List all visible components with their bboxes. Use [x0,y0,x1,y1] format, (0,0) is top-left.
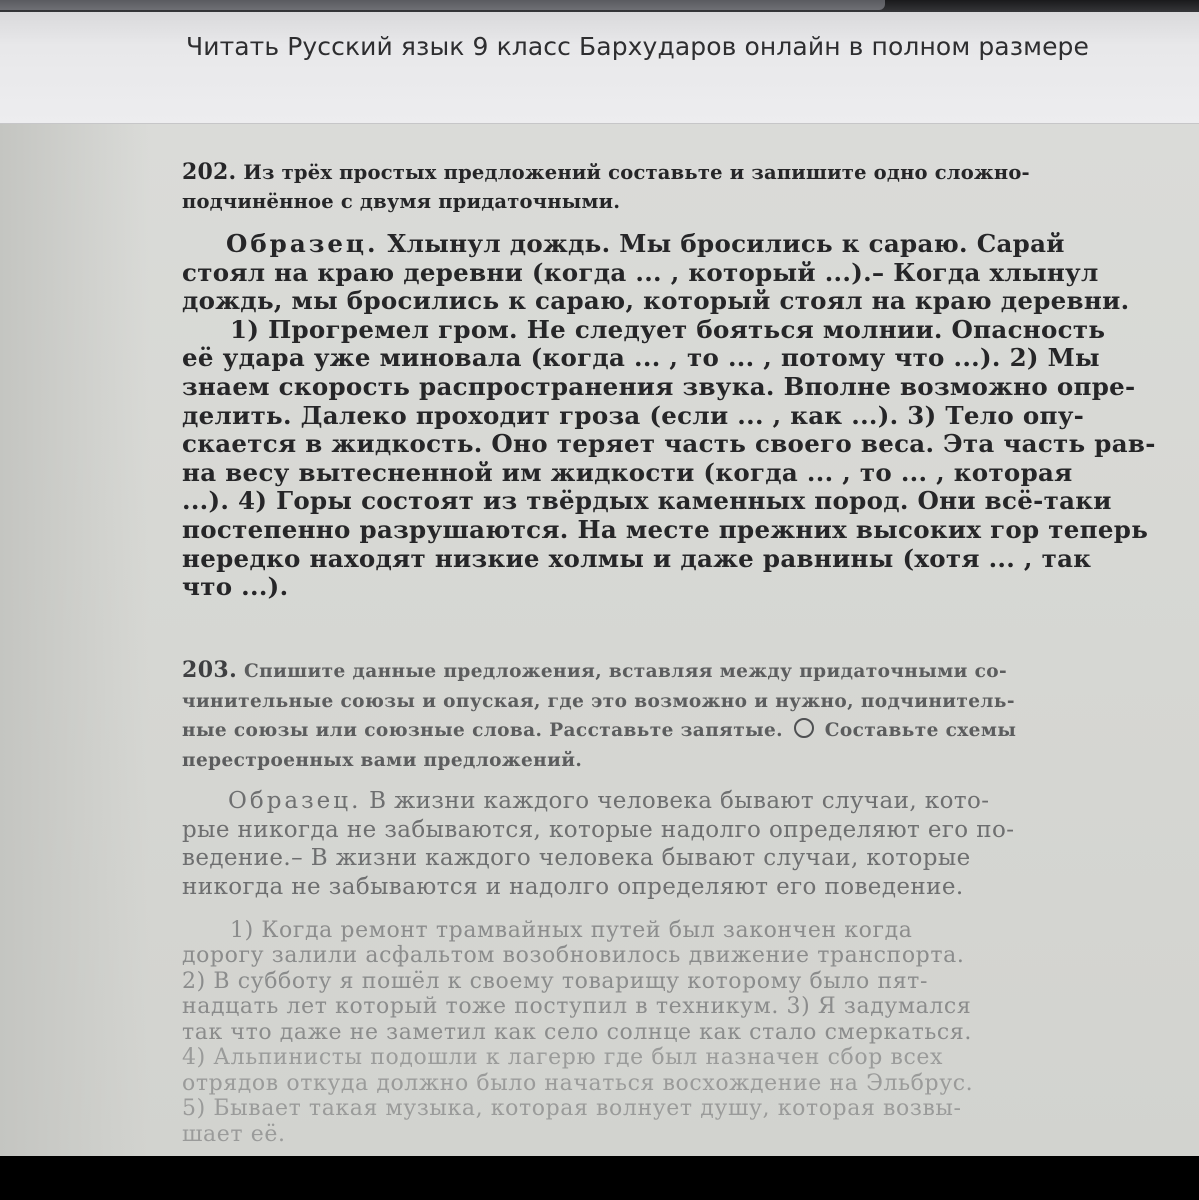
exercise-203-number: 203. [182,657,238,683]
exercise-203-items [182,918,1054,1148]
text-line: рые никогда не забываются, которые надолго определяют его по- [182,816,1015,843]
text-line: что ...). [182,572,289,602]
text-line: никогда не забываются и надолго определяют его поведение. [182,874,964,901]
text-line: ...). 4) Горы состоят из твёрдых каменных пород. Они всё-таки [182,486,1112,516]
page-header [0,12,1199,124]
text-line: так что даже не заметил как село солнце как стало смеркаться. [182,1019,972,1045]
sample-label: Образец. [228,788,362,814]
text-line: постепенно разрушаются. На месте прежних высоких гор теперь [182,514,1149,544]
text-line: надцать лет который тоже поступил в техникум. 3) Я задумался [182,994,972,1020]
exercise-203 [182,656,1054,1147]
exercise-203-sample-line: Образец. В жизни каждого человека бывают случаи, кото- [228,788,990,814]
text-line: ведение.– В жизни каждого человека бывают случаи, которые [182,845,971,872]
text-line: скается в жидкость. Оно теряет часть своего веса. Эта часть рав- [182,429,1156,459]
text-line: 4) Альпинисты подошли к лагерю где был назначен сбор всех [182,1045,944,1071]
exercise-203-task-line-1: 203. Спишите данные предложения, вставляя между придаточными со- [182,657,1008,683]
text-line: 1) Когда ремонт трамвайных путей был закончен когда [230,917,913,943]
text-line: нередко находят низкие холмы и даже равнины (хотя ... , так [182,543,1092,573]
text-line: 1) Прогремел гром. Не следует бояться молнии. Опасность [230,314,1106,344]
exercise-202-number: 202. [182,159,237,185]
circle-marker-icon [794,718,814,738]
exercise-202 [182,158,1156,602]
page-title: Читать Русский язык 9 класс Бархударов онлайн в полном размере [186,32,1090,61]
exercise-203-sample [182,787,1054,902]
exercise-203-task-line-4: перестроенных вами предложений. [182,749,583,771]
text-line: дорогу залили асфальтом возобновилось движение транспорта. [182,943,965,969]
textbook-page-image [0,124,1199,1156]
text-line: делить. Далеко проходит гроза (если ... , как ...). 3) Тело опу- [182,400,1085,430]
text-line: дождь, мы бросились к сараю, который стоял на краю деревни. [182,286,1130,316]
sample-label: Образец. [226,229,379,258]
bottom-black-bar [0,1156,1199,1200]
exercise-203-task-line-3: ные союзы или союзные слова. Расставьте запятые. Составьте схемы [182,720,1017,741]
exercise-202-task-line-2: подчинённое с двумя придаточными. [182,190,621,213]
text-line: её удара уже миновала (когда ... , то ... , потому что ...). 2) Мы [182,343,1100,373]
text-line: стоял на краю деревни (когда ... , который ...).– Когда хлынул [182,257,1099,287]
exercise-203-task-line-2: чинительные союзы и опуская, где это возможно и нужно, подчинитель- [182,690,1015,712]
text-line: 5) Бывает такая музыка, которая волнует душу, которая возвы- [182,1096,962,1122]
exercise-202-body [182,229,1156,602]
text-line: отрядов откуда должно было начаться восхождение на Эльбрус. [182,1070,974,1096]
exercise-202-task-line-1: 202. Из трёх простых предложений составьте и запишите одно сложно- [182,159,1030,185]
text-line: на весу вытесненной им жидкости (когда ... , то ... , которая [182,457,1073,487]
exercise-202-sample-line: Образец. Хлынул дождь. Мы бросились к сараю. Сарай [226,229,1065,258]
text-line: 2) В субботу я пошёл к своему товарищу которому было пят- [182,968,928,994]
browser-tab-edge [0,0,885,10]
text-line: знаем скорость распространения звука. Вполне возможно опре- [182,371,1136,401]
text-line: шает её. [182,1121,286,1147]
